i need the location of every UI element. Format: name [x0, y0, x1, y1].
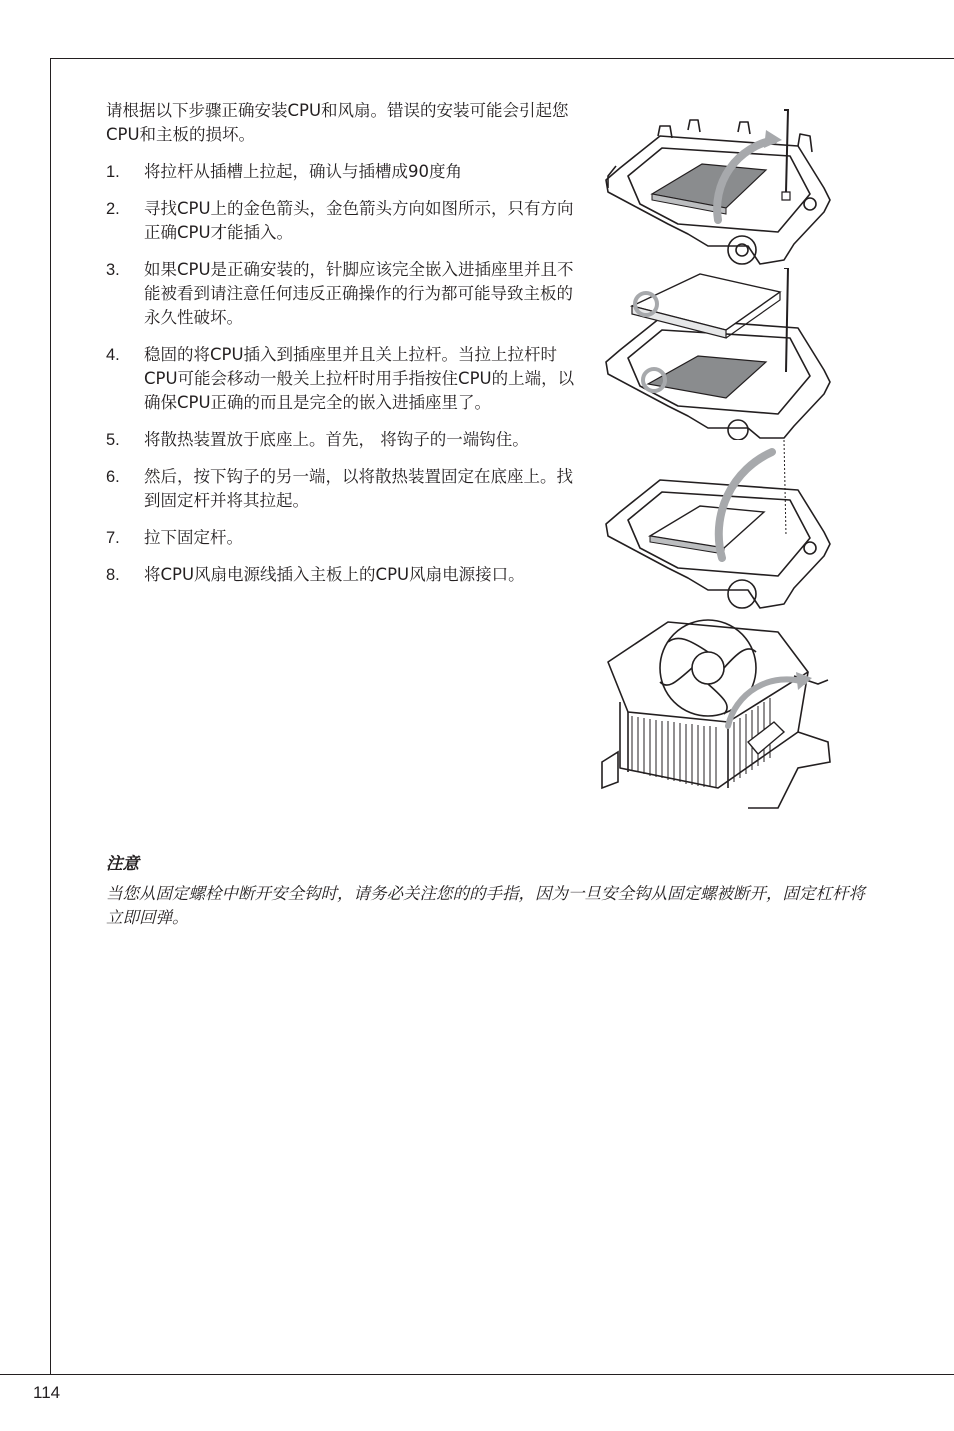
step-text: 拉下固定杆。 [144, 528, 243, 547]
note-box [106, 852, 866, 930]
step-text: 稳固的将CPU插入到插座里并且关上拉杆。当拉上拉杆时CPU可能会移动一般关上拉杆时用手指按住CPU的上端，以确保CPU正确的而且是完全的嵌入进插座里了。 [144, 345, 575, 412]
instructions-column [106, 99, 584, 600]
cpu-insert-illustration [598, 268, 838, 440]
step-item [106, 428, 584, 452]
step-number: 6. [106, 468, 120, 486]
step-item [106, 563, 584, 587]
frame-bottom-rule [0, 1374, 954, 1375]
step-text: 然后，按下钩子的另一端，以将散热装置固定在底座上。找到固定杆并将其拉起。 [144, 467, 573, 510]
step-number: 7. [106, 529, 120, 547]
step-item [106, 160, 584, 184]
step-number: 2. [106, 200, 120, 218]
steps-list [106, 160, 584, 587]
lever-lowered-illustration [598, 440, 838, 612]
step-item [106, 465, 584, 513]
cpu-cooler-illustration [598, 612, 838, 812]
step-item [106, 197, 584, 245]
step-number: 3. [106, 261, 120, 279]
step-number: 1. [106, 163, 120, 181]
step-text: 寻找CPU上的金色箭头，金色箭头方向如图所示，只有方向正确CPU才能插入。 [144, 199, 574, 242]
frame-left-rule [50, 58, 51, 1375]
installation-figures [598, 96, 838, 812]
note-title: 注意 [106, 854, 139, 873]
step-text: 将CPU风扇电源线插入主板上的CPU风扇电源接口。 [144, 565, 525, 584]
frame-top-rule [50, 58, 954, 59]
step-number: 4. [106, 346, 120, 364]
page-number: 114 [33, 1383, 61, 1402]
step-item [106, 526, 584, 550]
step-item [106, 258, 584, 330]
socket-lever-raised-illustration [598, 96, 838, 268]
step-number: 5. [106, 431, 120, 449]
step-text: 如果CPU是正确安装的，针脚应该完全嵌入进插座里并且不能被看到请注意任何违反正确操作的行为都可能导致主板的永久性破坏。 [144, 260, 574, 327]
step-text: 将拉杆从插槽上拉起，确认与插槽成90度角 [144, 162, 462, 181]
note-text: 当您从固定螺栓中断开安全钩时，请务必关注您的的手指，因为一旦安全钩从固定螺被断开，固定杠杆将立即回弹。 [106, 884, 865, 927]
intro-paragraph: 请根据以下步骤正确安装CPU和风扇。错误的安装可能会引起您CPU和主板的损坏。 [106, 101, 569, 144]
step-number: 8. [106, 566, 120, 584]
step-text: 将散热装置放于底座上。首先， 将钩子的一端钩住。 [144, 430, 529, 449]
step-item [106, 343, 584, 415]
